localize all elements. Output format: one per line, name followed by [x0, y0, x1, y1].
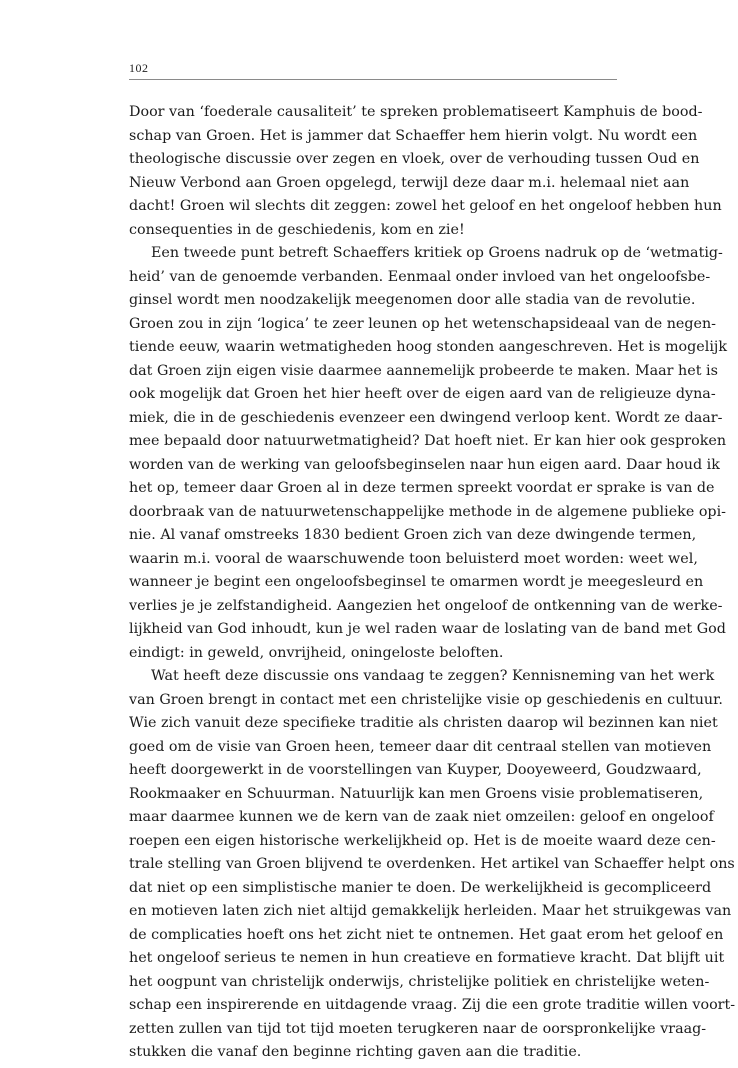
text-line: Wat heeft deze discussie ons vandaag te zeggen? Kennisneming van het werk [151, 668, 715, 684]
text-line: schap van Groen. Het is jammer dat Schaeffer hem hierin volgt. Nu wordt een [129, 127, 698, 144]
text-line: Rookmaaker en Schuurman. Natuurlijk kan men Groens visie problematiseren, [129, 785, 704, 802]
text-line: waarin m.i. vooral de waarschuwende toon beluisterd moet worden: weet wel, [129, 550, 698, 567]
text-line: Wie zich vanuit deze specifieke traditie als christen daarop wil bezinnen kan niet [129, 715, 718, 731]
text-line: van Groen brengt in contact met een christelijke visie op geschiedenis en cultuur. [129, 691, 723, 708]
text-line: verlies je je zelfstandigheid. Aangezien het ongeloof de ontkenning van de werke- [129, 597, 723, 614]
text-line: tiende eeuw, waarin wetmatigheden hoog stonden aangeschreven. Het is mogelijk [129, 339, 727, 355]
text-line: het oogpunt van christelijk onderwijs, christelijke politiek en christelijke weten- [129, 973, 710, 990]
text-line: de complicaties hoeft ons het zicht niet te ontnemen. Het gaat erom het geloof en [129, 926, 724, 943]
text-line: worden van de werking van geloofsbeginselen naar hun eigen aard. Daar houd ik [129, 456, 720, 473]
text-line: dat Groen zijn eigen visie daarmee aannemelijk probeerde te maken. Maar het is [129, 362, 718, 379]
text-line: miek, die in de geschiedenis evenzeer een dwingend verloop kent. Wordt ze daar- [129, 409, 723, 426]
text-line: doorbraak van de natuurwetenschappelijke methode in de algemene publieke opi- [129, 503, 726, 520]
text-line: goed om de visie van Groen heen, temeer daar dit centraal stellen van motieven [129, 738, 712, 755]
text-line: ginsel wordt men noodzakelijk meegenomen door alle stadia van de revolutie. [129, 292, 696, 308]
text-line: consequenties in de geschiedenis, kom en zie! [129, 221, 465, 238]
text-line: Een tweede punt betreft Schaeffers kritiek op Groens nadruk op de ‘wetmatig- [151, 245, 723, 261]
text-line: lijkheid van God inhoudt, kun je wel raden waar de loslating van de band met God [129, 621, 726, 637]
paragraph-2 [129, 242, 727, 665]
text-line: roepen een eigen historische werkelijkheid op. Het is de moeite waard deze cen- [129, 832, 716, 849]
text-line: het op, temeer daar Groen al in deze termen spreekt voordat er sprake is van de [129, 480, 715, 496]
text-line: Door van ‘foederale causaliteit’ te spreken problematiseert Kamphuis de bood- [129, 104, 703, 120]
header-rule [129, 79, 617, 80]
text-line: zetten zullen van tijd tot tijd moeten terugkeren naar de oorspronkelijke vraag- [129, 1020, 707, 1037]
text-line: nie. Al vanaf omstreeks 1830 bedient Groen zich van deze dwingende termen, [129, 527, 697, 543]
text-line: Groen zou in zijn ‘logica’ te zeer leunen op het wetenschapsideaal van de negen- [129, 315, 717, 332]
paragraph-3 [129, 665, 736, 1065]
text-line: eindigt: in geweld, onvrijheid, oningeloste beloften. [129, 644, 504, 661]
text-line: en motieven laten zich niet altijd gemakkelijk herleiden. Maar het struikgewas van [129, 903, 732, 919]
text-line: ook mogelijk dat Groen het hier heeft over de eigen aard van de religieuze dyna- [129, 386, 716, 402]
text-line: stukken die vanaf den beginne richting gaven aan die traditie. [129, 1044, 582, 1060]
paragraph-1 [129, 101, 722, 242]
text-line: theologische discussie over zegen en vloek, over de verhouding tussen Oud en [129, 151, 700, 167]
text-line: wanneer je begint een ongeloofsbeginsel te omarmen wordt je meegesleurd en [129, 574, 704, 590]
text-line: heid’ van de genoemde verbanden. Eenmaal onder invloed van het ongeloofsbe- [129, 268, 711, 285]
page-number: 102 [129, 61, 149, 75]
text-line: dacht! Groen wil slechts dit zeggen: zowel het geloof en het ongeloof hebben hun [129, 198, 722, 214]
text-line: mee bepaald door natuurwetmatigheid? Dat hoeft niet. Er kan hier ook gesproken [129, 433, 727, 449]
text-line: Nieuw Verbond aan Groen opgelegd, terwijl deze daar m.i. helemaal niet aan [129, 174, 690, 191]
text-line: heeft doorgewerkt in de voorstellingen van Kuyper, Dooyeweerd, Goudzwaard, [129, 762, 702, 778]
text-line: maar daarmee kunnen we de kern van de zaak niet omzeilen: geloof en ongeloof [129, 809, 714, 825]
text-line: schap een inspirerende en uitdagende vraag. Zij die een grote traditie willen voort- [129, 997, 736, 1013]
body-text [129, 101, 736, 1065]
text-line: het ongeloof serieus te nemen in hun creatieve en formatieve kracht. Dat blijft uit [129, 950, 725, 966]
text-line: trale stelling van Groen blijvend te overdenken. Het artikel van Schaeffer helpt ons [129, 856, 735, 872]
text-line: dat niet op een simplistische manier te doen. De werkelijkheid is gecompliceerd [129, 879, 712, 896]
